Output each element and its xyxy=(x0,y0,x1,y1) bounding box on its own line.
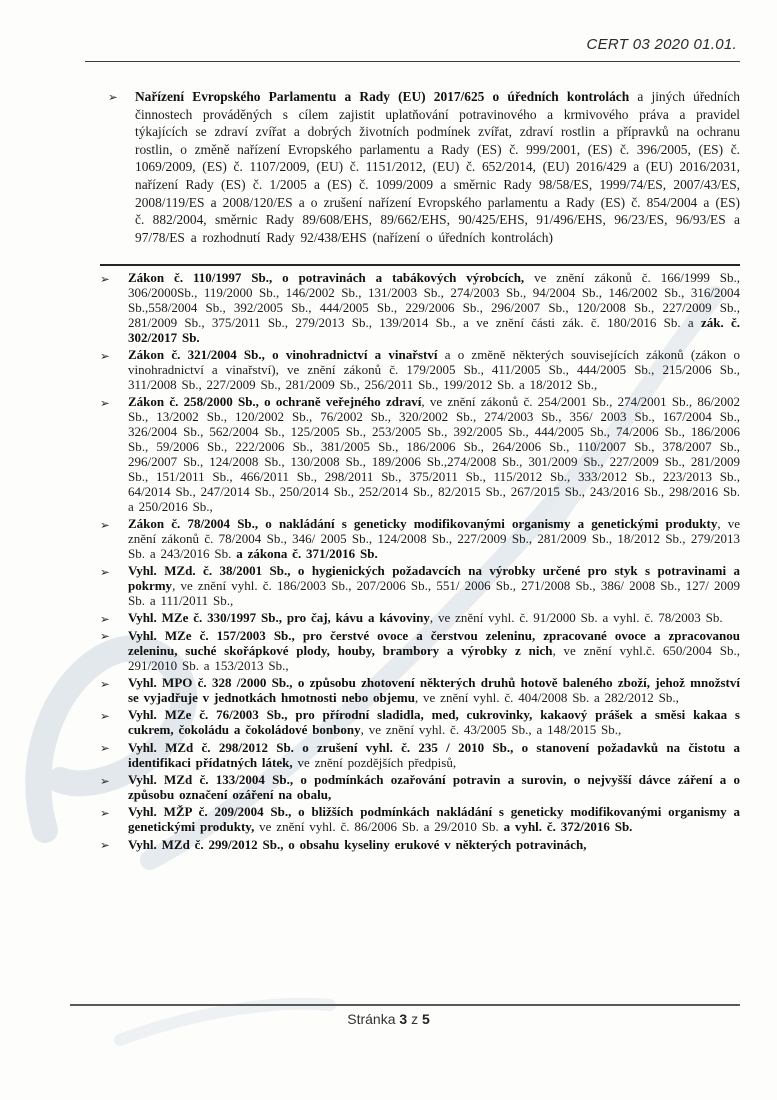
amendments-text: , ve znění zákonů č. 78/2004 Sb., 346/ 2005 Sb., 124/2008 Sb., 227/2009 Sb., 281/2009 Sb., 18/2012 Sb., 279/2013 Sb. a 243/2016 Sb. xyxy=(128,516,740,561)
list-item xyxy=(100,741,740,771)
amendments-text: , ve znění vyhl.č. 650/2004 Sb., 291/2010 Sb. a 153/2013 Sb., xyxy=(128,642,740,673)
amendments-text: , ve znění vyhl. č. 186/2003 Sb., 207/2006 Sb., 551/ 2006 Sb., 271/2008 Sb., 386/ 2008 Sb., 127/ 2009 Sb. a 111/2011 Sb., xyxy=(128,578,740,609)
arrow-bullet-icon: ➢ xyxy=(100,611,110,626)
total-pages: 5 xyxy=(421,1011,430,1027)
list-item xyxy=(100,838,740,853)
section-divider xyxy=(100,264,740,266)
amendments-text: , ve znění vyhl. č. 43/2005 Sb., a 148/2015 Sb., xyxy=(360,722,622,738)
arrow-bullet-icon: ➢ xyxy=(100,271,110,286)
amendments-text: , ve znění zákonů č. 254/2001 Sb., 274/2001 Sb., 86/2002 Sb., 13/2002 Sb., 120/2002 Sb., 76/2002 Sb., 320/2002 Sb., 274/2003 Sb., 356/ 2003 Sb., 167/2004 Sb., 326/2004 Sb., 562/2004 Sb., 125/2005 Sb., 253/2005 Sb., 392/2005 Sb., 444/2005 Sb., 74/2006 Sb., 186/2006 Sb., 59/2006 Sb., 222/2006 Sb., 381/2005 Sb., 186/2006 Sb., 264/2006 Sb., 110/2007 Sb., 378/2007 Sb., 296/2007 Sb., 124/2008 Sb., 130/2008 Sb., 189/2006 Sb.,274/2008 Sb., 301/2009 Sb., 227/2009 Sb., 281/2009 Sb., 151/2011 Sb., 466/2011 Sb., 298/2011 Sb., 375/2011 Sb., 115/2012 Sb., 333/2012 Sb., 223/2013 Sb., 64/2014 Sb., 247/2014 Sb., 250/2014 Sb., 252/2014 Sb., 82/2015 Sb., 267/2015 Sb., 243/2016 Sb., 298/2016 Sb. a 250/2016 Sb., xyxy=(128,394,740,514)
list-item xyxy=(100,517,740,562)
amendments-text: a jiných úředních činnostech prováděných s cílem zajistit uplatňování potravinového a krmivového práva a pravidel týkajících se zdraví zvířat a dobrých životních podmínek zvířat, zdraví rostlin a přípravků na ochranu rostlin, o změně nařízení Evropského parlamentu a Rady (ES) č. 999/2001, (ES) č. 396/2005, (ES) č. 1069/2009, (ES) č. 1107/2009, (EU) č. 1151/2012, (EU) č. 652/2014, (EU) 2016/429 a (EU) 2016/2031, nařízení Rady (ES) č. 1/2005 a (ES) č. 1099/2009 a směrnic Rady 98/58/ES, 1999/74/ES, 2007/43/ES, 2008/119/ES a 2008/120/ES a o zrušení nařízení Evropského parlamentu a Rady (ES) č. 854/2004 a (ES) č. 882/2004, směrnic Rady 89/608/EHS, 89/662/EHS, 90/425/EHS, 91/496/EHS, 96/23/ES, 96/93/ES a 97/78/ES a rozhodnutí Rady 92/438/EHS (nařízení o úředních kontrolách) xyxy=(135,89,740,245)
law-title-text: Vyhl. MZe č. 330/1997 Sb., pro čaj, kávu a kávoviny xyxy=(128,610,430,626)
law-title-text: Vyhl. MZd č. 298/2012 Sb. o zrušení vyhl. č. 235 / 2010 Sb., o stanovení požadavků na čistotu a identifikaci přídatných látek, xyxy=(128,739,740,770)
footer-divider xyxy=(70,1004,740,1006)
page-number xyxy=(0,1011,777,1027)
law-title-text: Vyhl. MZe č. 76/2003 Sb., pro přírodní sladidla, med, cukrovinky, kakaový prášek a směsi kakaa s cukrem, čokoládu a čokoládové bonbony xyxy=(128,707,740,738)
page-of-word: z xyxy=(411,1011,419,1027)
law-title-text: a zákona č. 371/2016 Sb. xyxy=(236,545,378,561)
law-title-text: Vyhl. MZd č. 299/2012 Sb., o obsahu kyseliny erukové v některých potravinách, xyxy=(128,836,587,852)
arrow-bullet-icon: ➢ xyxy=(100,629,110,644)
law-title-text: Zákon č. 78/2004 Sb., o nakládání s geneticky modifikovanými organismy a genetickými produkty xyxy=(128,516,718,531)
law-title-text: Zákon č. 321/2004 Sb., o vinohradnictví a vinařství xyxy=(128,347,438,363)
list-item xyxy=(100,708,740,738)
law-title-text: Vyhl. MZd č. 133/2004 Sb., o podmínkách ozařování potravin a surovin, o nejvyšší dávce záření a o způsobu označení ozáření na obalu, xyxy=(128,772,740,802)
law-title-text: zák. č. 302/2017 Sb. xyxy=(128,314,740,345)
national-legislation-list xyxy=(100,271,740,855)
arrow-bullet-icon: ➢ xyxy=(100,708,110,723)
amendments-text: ve znění pozdějších předpisů, xyxy=(292,754,457,770)
law-title-text: Zákon č. 258/2000 Sb., o ochraně veřejného zdraví xyxy=(128,394,422,410)
list-item xyxy=(100,629,740,674)
list-item xyxy=(100,611,740,626)
arrow-bullet-icon: ➢ xyxy=(100,805,110,820)
law-title-text: Nařízení Evropského Parlamentu a Rady (EU) 2017/625 o úředních kontrolách xyxy=(135,89,630,104)
list-item xyxy=(100,348,740,393)
list-item xyxy=(100,564,740,609)
arrow-bullet-icon: ➢ xyxy=(100,395,110,410)
amendments-text: , ve znění vyhl. č. 404/2008 Sb. a 282/2012 Sb., xyxy=(414,689,679,705)
arrow-bullet-icon: ➢ xyxy=(108,89,118,104)
current-page: 3 xyxy=(399,1011,408,1027)
amendments-text: ve znění zákonů č. 166/1999 Sb., 306/2000Sb., 119/2000 Sb., 146/2002 Sb., 131/2003 Sb., 274/2003 Sb., 94/2004 Sb., 146/2002 Sb., 316/2004 Sb.,558/2004 Sb., 392/2005 Sb., 444/2005 Sb., 229/2006 Sb., 296/2007 Sb., 120/2008 Sb., 227/2009 Sb., 281/2009 Sb., 375/2011 Sb., 279/2013 Sb., 139/2014 Sb., a ve znění části zák. č. 180/2016 Sb. a xyxy=(128,270,740,330)
arrow-bullet-icon: ➢ xyxy=(100,348,110,363)
document-code: CERT 03 2020 01.01. xyxy=(586,36,737,53)
eu-regulation-list xyxy=(100,88,740,246)
arrow-bullet-icon: ➢ xyxy=(100,741,110,756)
law-title-text: a vyhl. č. 372/2016 Sb. xyxy=(503,819,633,835)
law-title-text: Vyhl. MZd. č. 38/2001 Sb., o hygienických požadavcích na výrobky určené pro styk s potravinami a pokrmy xyxy=(128,563,740,594)
header-divider xyxy=(85,61,740,62)
law-title-text: Vyhl. MPO č. 328 /2000 Sb., o způsobu zhotovení některých druhů hotově baleného zboží, jehož množství se vyjadřuje v jednotkách hmotnosti nebo objemu xyxy=(128,675,740,705)
law-title-text: Zákon č. 110/1997 Sb., o potravinách a tabákových výrobcích, xyxy=(128,270,525,285)
list-item xyxy=(100,805,740,835)
arrow-bullet-icon: ➢ xyxy=(100,773,110,788)
amendments-text: ve znění vyhl. č. 86/2006 Sb. a 29/2010 Sb. xyxy=(254,819,504,835)
arrow-bullet-icon: ➢ xyxy=(100,517,110,532)
amendments-text: a o změně některých souvisejících zákonů (zákon o vinohradnictví a vinařství), ve znění zákonů č. 179/2005 Sb., 411/2005 Sb., 444/2005 Sb., 215/2006 Sb., 311/2008 Sb., 227/2009 Sb., 281/2009 Sb., 256/2011 Sb., 199/2012 Sb. a 18/2012 Sb., xyxy=(128,347,740,392)
list-item xyxy=(100,271,740,346)
list-item xyxy=(100,88,740,246)
arrow-bullet-icon: ➢ xyxy=(100,838,110,853)
page-number-prefix: Stránka xyxy=(347,1011,396,1027)
list-item xyxy=(100,773,740,803)
law-title-text: Vyhl. MŽP č. 209/2004 Sb., o bližších podmínkách nakládání s geneticky modifikovanými organismy a genetickými produkty, xyxy=(128,804,740,835)
list-item xyxy=(100,676,740,706)
law-title-text: Vyhl. MZe č. 157/2003 Sb., pro čerstvé ovoce a čerstvou zeleninu, zpracované ovoce a zpracovanou zeleninu, suché skořápkové plody, houby, brambory a výrobky z nich xyxy=(128,627,740,658)
arrow-bullet-icon: ➢ xyxy=(100,676,110,691)
list-item xyxy=(100,395,740,514)
amendments-text: , ve znění vyhl. č. 91/2000 Sb. a vyhl. č. 78/2003 Sb. xyxy=(429,610,723,626)
arrow-bullet-icon: ➢ xyxy=(100,564,110,579)
